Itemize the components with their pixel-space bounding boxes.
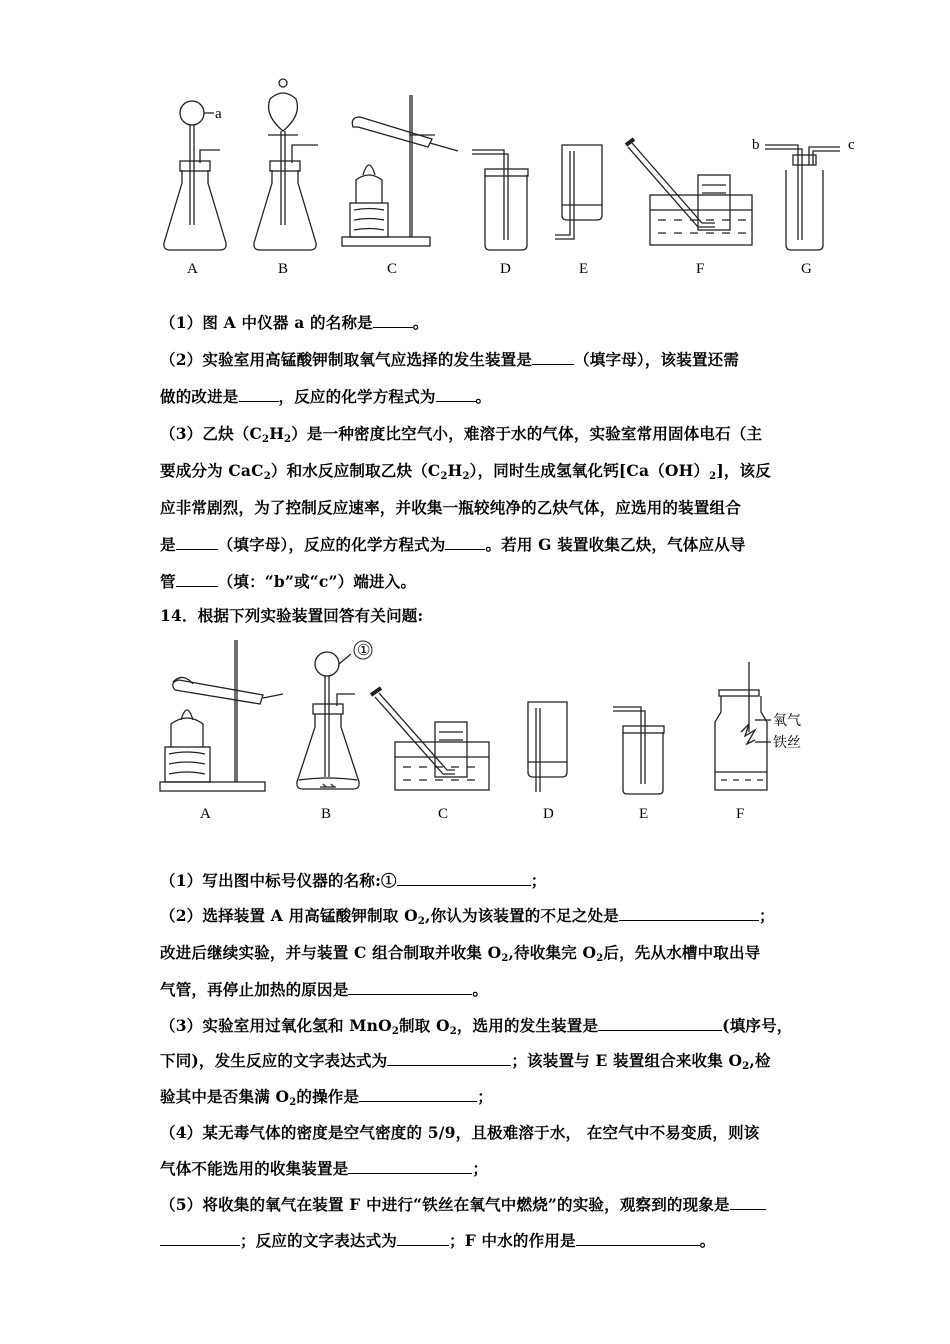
apparatus2-c [371,688,489,790]
answer-blank[interactable] [239,387,279,402]
q14-title: 14．根据下列实验装置回答有关问题: [160,606,424,625]
fig2-label-b: B [321,806,332,822]
q13-line-6: 应非常剧烈，为了控制反应速率，并收集一瓶较纯净的乙炔气体，应选用的装置组合 [160,498,741,517]
q13-line-3: 做的改进是 ，反应的化学方程式为 。 [160,387,492,406]
apparatus-d [472,150,528,250]
answer-blank[interactable] [373,313,413,328]
q14-line-9: 气体不能选用的收集装置是 ； [160,1159,489,1178]
fig1-label-c: C [387,261,398,277]
fig1-label-d: D [500,261,511,277]
fig2-label-c: C [438,806,449,822]
port-label-c: c [848,137,855,153]
answer-blank[interactable] [387,1051,511,1066]
fig1-label-e: E [579,261,589,277]
q13-line-5: 要成分为 CaC$_2$）和水反应制取乙炔$(C_2H_2)$，同时生成氢氧化钙$[Ca(OH)_2]$，该反 [160,461,771,482]
q14-line-7: 验其中是否集满 $O_2$的操作是 ； [160,1087,493,1108]
apparatus2-a [160,640,283,791]
marker-1: ① [357,643,371,659]
q14-line-8: （4）某无毒气体的密度是空气密度的 5/9，且极难溶于水， 在空气中不易变质，则该 [160,1123,760,1142]
q14-line-1: （1）写出图中标号仪器的名称:① ； [160,871,547,890]
answer-blank[interactable] [397,871,531,886]
apparatus2-e [613,707,664,794]
label-oxygen: 氧气 [773,713,801,729]
q13-line-4: （3）乙炔$(C_2H_2)$是一种密度比空气小，难溶于水的气体，实验室常用固体电石（主 [160,424,763,445]
answer-blank[interactable] [598,1016,722,1031]
apparatus2-b [297,652,359,789]
answer-blank[interactable] [619,906,759,921]
q13-line-7: 是 （填字母），反应的化学方程式为 。若用 G 装置收集乙炔，气体应从导 [160,535,746,554]
fig1-label-a: A [187,261,198,277]
part-label-a: a [215,106,222,122]
q14-line-2: （2）选择装置 A 用高锰酸钾制取 $O_2$,你认为该装置的不足之处是 ； [160,906,775,927]
apparatus-c [342,95,458,246]
answer-blank[interactable] [160,1231,240,1246]
answer-blank[interactable] [359,1087,477,1102]
fig1-label-f: F [696,261,705,277]
q14-line-11: ；反应的文字表达式为 ；F 中水的作用是 。 [160,1229,715,1251]
q13-line-8: 管 （填：“b”或“c”）端进入。 [160,572,417,591]
label-iron-wire: 铁丝 [773,735,801,751]
q14-line-6: 下同)，发生反应的文字表达式为 ；该装置与 E 装置组合来收集 $O_2$,检 [160,1051,771,1072]
apparatus2-d [528,702,567,792]
answer-blank[interactable] [532,350,574,365]
fig1-label-b: B [278,261,289,277]
answer-blank[interactable] [436,387,476,402]
port-label-b: b [752,137,760,153]
fig2-label-f: F [736,806,745,822]
answer-blank[interactable] [348,980,472,995]
fig1-label-g: G [801,261,812,277]
q13-line-1: （1）图 A 中仪器 a 的名称是 。 [160,313,429,332]
apparatus2-f [715,662,771,790]
apparatus-a [164,101,226,250]
answer-blank[interactable] [576,1231,700,1246]
answer-blank[interactable] [176,535,218,550]
answer-blank[interactable] [397,1231,449,1246]
apparatus-f [626,139,752,245]
apparatus-figure-2 [155,632,820,827]
answer-blank[interactable] [445,535,485,550]
q14-line-10: （5）将收集的氧气在装置 F 中进行“铁丝在氧气中燃烧”的实验，观察到的现象是 [160,1193,766,1215]
apparatus-figure-1 [150,75,870,285]
answer-blank[interactable] [348,1159,472,1174]
q14-line-3: 改进后继续实验，并与装置 C 组合制取并收集 $O_2$,待收集完 $O_2$后，先从水槽中取出导 [160,943,761,964]
fig2-label-d: D [543,806,554,822]
apparatus-b [254,79,318,250]
fig2-label-a: A [200,806,211,822]
answer-blank[interactable] [176,572,218,587]
apparatus-g [765,145,840,250]
q14-line-5: （3）实验室用过氧化氢和 MnO$_2$制取 $O_2$，选用的发生装置是 (填序号， [160,1016,793,1037]
apparatus-e [555,145,602,239]
q13-line-2: （2）实验室用高锰酸钾制取氧气应选择的发生装置是 （填字母），该装置还需 [160,350,740,369]
q14-line-4: 气管，再停止加热的原因是 。 [160,980,489,999]
fig2-label-e: E [639,806,649,822]
answer-blank[interactable] [730,1195,766,1210]
